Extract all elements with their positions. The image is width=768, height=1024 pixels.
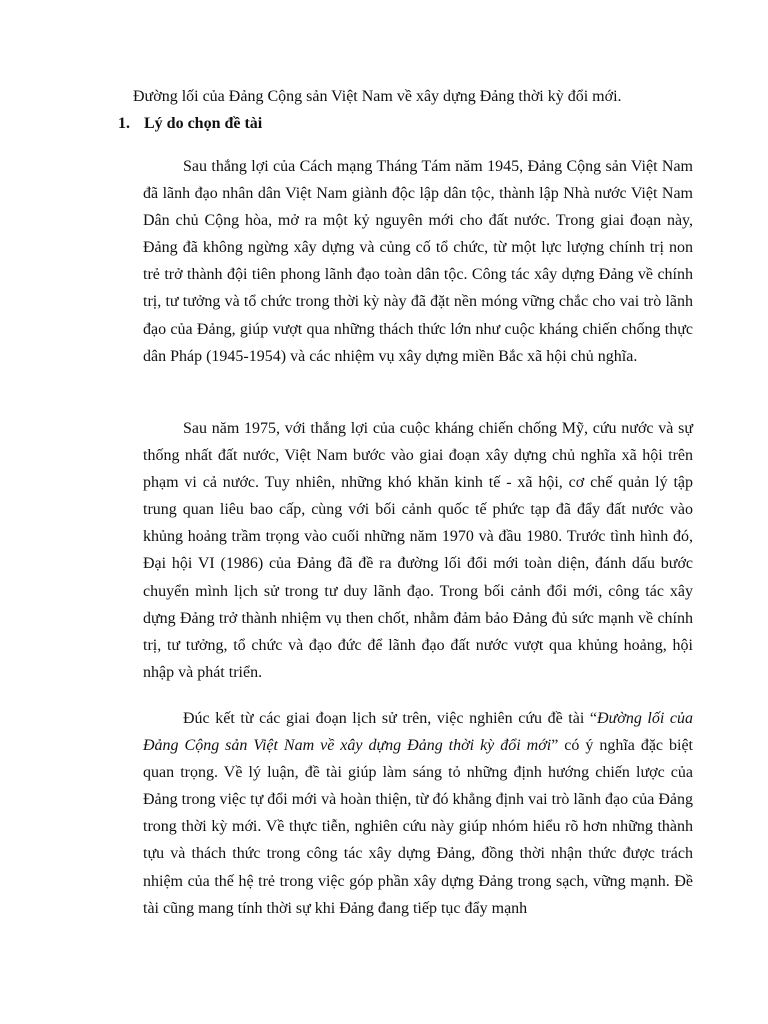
paragraph-3-body: ” có ý nghĩa đặc biệt quan trọng. Về lý luận, đề tài giúp làm sáng tỏ những định hướng chiến lược của Đảng trong việc tự đổi mới và hoàn thiện, từ đó khẳng định vai trò lãnh đạo của Đảng trong thời kỳ mới. Về thực tiễn, nghiên cứu này giúp nhóm hiểu rõ hơn những thành tựu và thách thức trong công tác xây dựng Đảng, đồng thời nhận thức được trách nhiệm của thế hệ trẻ trong việc góp phần xây dựng Đảng trong sạch, vững mạnh. Đề tài cũng mang tính thời sự khi Đảng đang tiếp tục đẩy mạnh [143, 737, 693, 917]
document-title: Đường lối của Đảng Cộng sản Việt Nam về xây dựng Đảng thời kỳ đổi mới. [133, 88, 622, 105]
paragraph-1: Sau thắng lợi của Cách mạng Tháng Tám năm 1945, Đảng Cộng sản Việt Nam đã lãnh đạo nhân dân Việt Nam giành độc lập dân tộc, thành lập Nhà nước Việt Nam Dân chủ Cộng hòa, mở ra một kỷ nguyên mới cho đất nước. Trong giai đoạn này, Đảng đã không ngừng xây dựng và củng cố tổ chức, từ một lực lượng chính trị non trẻ trở thành đội tiên phong lãnh đạo toàn dân tộc. Công tác xây dựng Đảng về chính trị, tư tưởng và tổ chức trong thời kỳ này đã đặt nền móng vững chắc cho vai trò lãnh đạo của Đảng, giúp vượt qua những thách thức lớn như cuộc kháng chiến chống thực dân Pháp (1945-1954) và các nhiệm vụ xây dựng miền Bắc xã hội chủ nghĩa. [143, 158, 693, 365]
section-heading-text: Lý do chọn đề tài [144, 115, 263, 132]
paragraph-2: Sau năm 1975, với thắng lợi của cuộc kháng chiến chống Mỹ, cứu nước và sự thống nhất đất nước, Việt Nam bước vào giai đoạn xây dựng chủ nghĩa xã hội trên phạm vi cả nước. Tuy nhiên, những khó khăn kinh tế - xã hội, cơ chế quản lý tập trung quan liêu bao cấp, cùng với bối cảnh quốc tế phức tạp đã đẩy đất nước vào khủng hoảng trầm trọng vào cuối những năm 1970 và đầu 1980. Trước tình hình đó, Đại hội VI (1986) của Đảng đã đề ra đường lối đổi mới toàn diện, đánh dấu bước chuyển mình lịch sử trong tư duy lãnh đạo. Trong bối cảnh đổi mới, công tác xây dựng Đảng trở thành nhiệm vụ then chốt, nhằm đảm bảo Đảng đủ sức mạnh về chính trị, tư tưởng, tổ chức và đạo đức để lãnh đạo đất nước vượt qua khủng hoảng, hội nhập và phát triển. [143, 420, 693, 681]
section-heading [118, 113, 262, 135]
section-number: 1. [118, 115, 130, 132]
paragraph-3-topic-title: Đường lối của Đảng Cộng sản Việt Nam về xây dựng Đảng thời kỳ đổi mới [143, 710, 694, 755]
paragraph-3 [143, 705, 693, 922]
paragraph-3-lead: Đúc kết từ các giai đoạn lịch sử trên, việc nghiên cứu đề tài “ [183, 710, 597, 727]
